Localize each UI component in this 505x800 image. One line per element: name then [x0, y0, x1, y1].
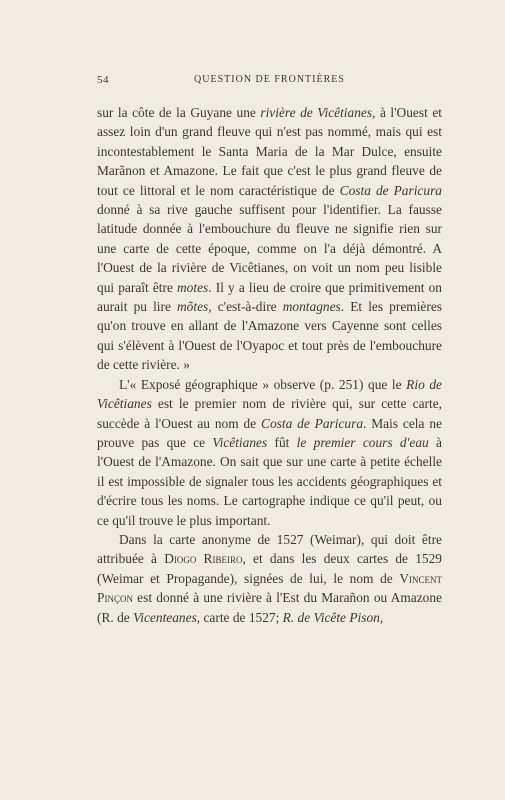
- italic-text: Costa de Paricura: [339, 182, 442, 198]
- paragraph-2: [97, 375, 442, 530]
- paragraph-3: [97, 530, 442, 627]
- page-number: 54: [97, 74, 109, 86]
- text-run: fût: [267, 434, 297, 450]
- running-title: QUESTION DE FRONTIÈRES: [194, 74, 345, 85]
- page-header: [97, 74, 442, 90]
- italic-text: Costa de Paricura: [261, 415, 364, 431]
- italic-text: rivière de Vicêtianes: [260, 105, 373, 120]
- text-run: est le premier nom de rivière qui, sur cette carte, succède à l'Ouest au nom de: [97, 396, 442, 431]
- italic-text: mõtes: [177, 299, 209, 315]
- italic-text: motes: [177, 279, 209, 295]
- italic-text: R. de Vicête Pison: [282, 609, 380, 625]
- text-run: . Mais cela ne prouve pas que ce: [97, 415, 442, 450]
- text-run: , c'est-à-dire: [208, 299, 283, 315]
- small-caps-name: Diogo Ribeiro: [164, 551, 243, 567]
- paragraph-1: [97, 103, 442, 375]
- body-text: [97, 103, 442, 627]
- text-run: , à l'Ouest et assez loin d'un grand fleuve qui n'est pas nommé, mais qui est incontestablement le Santa Maria de la Mar Dulce, ensuite Marãnon et Amazone. Le fait que c'est le plus grand fleuve de tout ce littoral et le nom caractéristique de: [97, 105, 443, 198]
- text-run: . Il y a lieu de croire que primitivement on aurait pu lire: [97, 279, 443, 315]
- italic-text: Vicêtianes: [212, 434, 268, 450]
- text-run: à l'Ouest de l'Amazone. On sait que sur une carte à petite échelle il est impossible de signaler tous les accidents géographiques et d'écrire tous les noms. Le cartographe indique ce qu'il peut, ou ce qu'il trouve le plus important.: [97, 434, 442, 528]
- text-run: est donné à une rivière à l'Est du Marañon ou Amazone (R. de: [97, 590, 442, 625]
- text-run: ,: [379, 609, 384, 625]
- text-run: sur la côte de la Guyane une: [97, 105, 261, 120]
- small-caps-name: Vincent Pinçon: [97, 570, 442, 606]
- italic-text: le premier cours d'eau: [296, 434, 429, 450]
- text-run: . Et les premières qu'on trouve en allant de l'Amazone vers Cayenne sont celles qui s'élèvent à l'Ouest de l'Oyapoc et tout près de l'embouchure de cette rivière. »: [97, 299, 442, 373]
- italic-text: Rio de Vicêtianes: [97, 376, 442, 412]
- text-run: donné à sa rive gauche suffisent pour l'identifier. La fausse latitude donnée à l'embouchure du fleuve ne signifie rien sur une carte de cette époque, comme on l'a déjà démontré. A l'Ouest de la rivière de Vicêtianes, on voit un nom peu lisible qui paraît être: [97, 202, 442, 295]
- text-run: , carte de 1527;: [196, 609, 283, 625]
- italic-text: montagnes: [282, 299, 341, 315]
- text-run: Dans la carte anonyme de 1527 (Weimar), qui doit être attribuée à: [97, 531, 442, 567]
- text-run: L'« Exposé géographique » observe (p. 251) que le: [119, 376, 407, 392]
- italic-text: Vicenteanes: [133, 609, 197, 625]
- text-run: , et dans les deux cartes de 1529 (Weimar et Propagande), signées de lui, le nom de: [97, 551, 442, 586]
